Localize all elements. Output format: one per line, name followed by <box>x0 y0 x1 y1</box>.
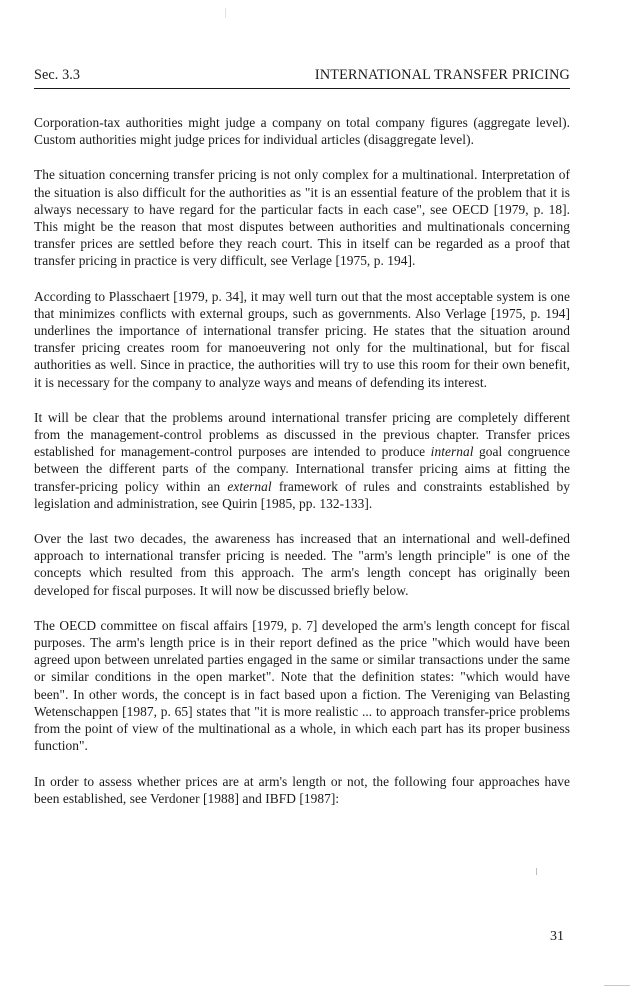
text-run: The OECD committee on fiscal affairs [1979, p. 7] developed the arm's length concept for fiscal purposes. The arm's length price is in their report defined as the price "which would have been agreed upon between unrelated parties engaged in the same or similar transactions under the same or similar conditions in the open market". Note that the definition states: "which would have been". In other words, the concept is in fact based upon a fiction. The Vereniging van Belasting Wetenschappen [1987, p. 65] states that "it is more realistic ... to approach transfer-price problems from the point of view of the multinational as a whole, in which each part has its proper business function". <box>34 617 570 754</box>
paragraph-3 <box>34 288 570 391</box>
text-run: The situation concerning transfer pricing is not only complex for a multinational. Interpretation of the situation is also difficult for the authorities as "it is an essential feature of the problem that it is always necessary to have regard for the particular facts in each case", see OECD [1979, p. 18]. This might be the reason that most disputes between authorities and multinationals concerning transfer prices are settled before they reach court. This in itself can be regarded as a proof that transfer pricing in practice is very difficult, see Verlage [1975, p. 194]. <box>34 167 570 269</box>
paragraph-2 <box>34 166 570 269</box>
text-run: Corporation-tax authorities might judge a company on total company figures (aggregate level). Custom authorities might judge prices for individual articles (disaggregate level). <box>34 115 570 148</box>
emphasized-term: external <box>227 478 272 494</box>
page-number: 31 <box>550 929 564 944</box>
scan-artifact-mark <box>536 868 537 875</box>
text-run: According to Plasschaert [1979, p. 34], it may well turn out that the most acceptable system is one that minimizes conflicts with external groups, such as governments. Also Verlage [1975, p. 194] underlines the importance of international transfer pricing. He states that the situation around transfer pricing creates room for manoeuvering not only for the multinational, but for fiscal authorities as well. Since in practice, the authorities will try to use this room for their own benefit, it is necessary for the company to analyze ways and means of defending its interest. <box>34 288 570 390</box>
paragraph-1 <box>34 114 570 148</box>
text-run: It will be clear that the problems around international transfer pricing are completely different from the management-control problems as discussed in the previous chapter. Transfer prices established for management-control purposes are intended to produce <box>34 409 570 460</box>
emphasized-term: internal <box>430 444 474 460</box>
text-run: Over the last two decades, the awareness has increased that an international and well-defined approach to international transfer pricing is needed. The "arm's length principle" is one of the concepts which resulted from this approach. The arm's length concept has originally been developed for fiscal purposes. It will now be discussed briefly below. <box>34 531 570 598</box>
scan-edge-mark <box>604 985 630 986</box>
paragraph-5 <box>34 530 570 599</box>
paragraph-4 <box>34 409 570 512</box>
paragraph-6 <box>34 617 570 755</box>
page-header <box>34 66 570 89</box>
paragraph-7 <box>34 773 570 807</box>
body-text <box>34 114 570 825</box>
text-run: framework of rules and constraints established by legislation and administration, see Quirin [1985, pp. 132-133]. <box>34 478 570 511</box>
text-run: In order to assess whether prices are at arm's length or not, the following four approaches have been established, see Verdoner [1988] and IBFD [1987]: <box>34 773 570 806</box>
section-label: Sec. 3.3 <box>34 67 81 83</box>
running-title: INTERNATIONAL TRANSFER PRICING <box>314 67 570 83</box>
text-run: goal congruence between the different parts of the company. International transfer pricing aims at fitting the transfer-pricing policy within an <box>34 444 570 494</box>
scan-artifact-mark <box>225 8 226 18</box>
